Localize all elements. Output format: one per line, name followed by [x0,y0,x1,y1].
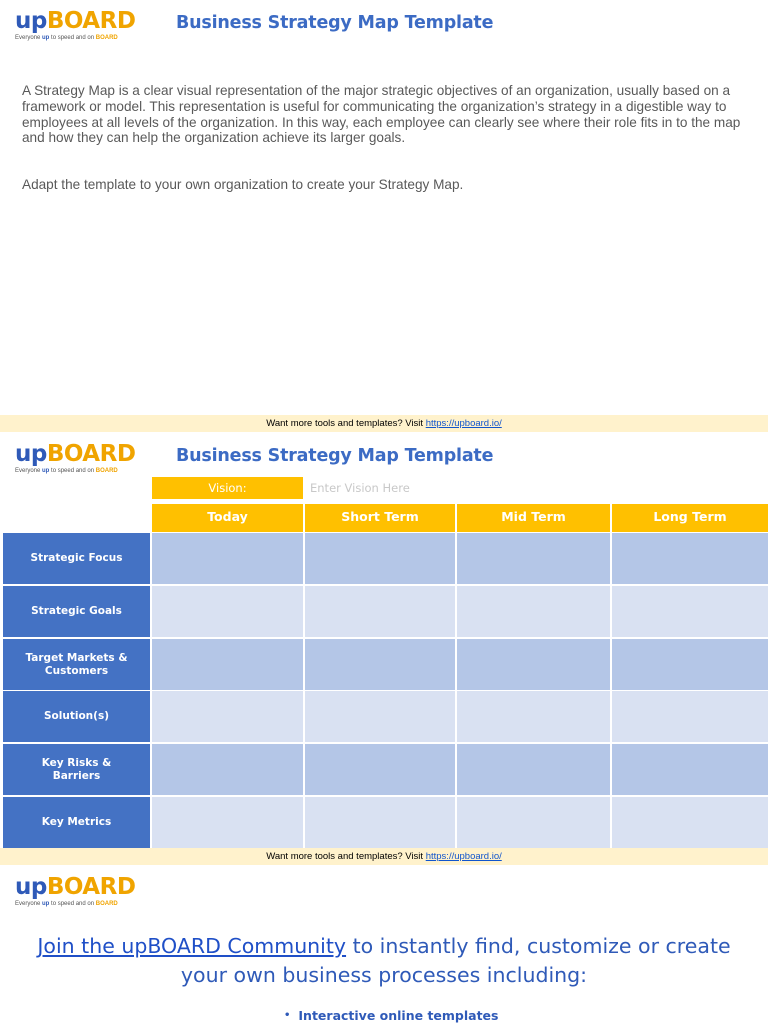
table-cell[interactable] [152,691,303,742]
table-cell[interactable] [152,586,303,637]
table-cell[interactable] [152,533,303,584]
page-title: Business Strategy Map Template [176,13,494,33]
upboard-logo [15,441,145,475]
table-cell[interactable] [152,639,303,690]
table-cell[interactable] [457,586,610,637]
row-header-strategic-goals: Strategic Goals [3,586,150,637]
table-cell[interactable] [612,691,768,742]
vision-label: Vision: [152,477,303,499]
table-cell[interactable] [305,533,455,584]
table-cell[interactable] [457,744,610,795]
intro-paragraph: A Strategy Map is a clear visual representation of the major strategic objectives of an organization, usually based on a framework or model. This representation is useful for communicating the organization’s strategy in a digestible way to employees at all levels of the organization. In this way, each employee can clearly see where their role fits in to the map and how they can help the organization achieve its larger goals. [22,83,741,146]
logo-wordmark: upBOARD [15,441,136,467]
row-header-solutions: Solution(s) [3,691,150,742]
table-cell[interactable] [305,691,455,742]
promo-text: Want more tools and templates? Visit [266,851,426,862]
table-cell[interactable] [457,533,610,584]
table-cell[interactable] [612,744,768,795]
logo-wordmark: upBOARD [15,874,136,900]
row-header-target-markets: Target Markets & Customers [3,639,150,690]
upboard-logo [15,8,145,42]
table-cell[interactable] [612,586,768,637]
table-cell[interactable] [305,586,455,637]
promo-banner [0,848,768,865]
template-title: Business Strategy Map Template [176,446,494,466]
row-header-key-metrics: Key Metrics [3,797,150,848]
logo-wordmark: upBOARD [15,8,136,34]
table-cell[interactable] [305,797,455,848]
table-cell[interactable] [457,639,610,690]
table-cell[interactable] [612,639,768,690]
logo-tagline: Everyone up to speed and on BOARD [15,901,118,907]
table-cell[interactable] [612,533,768,584]
logo-tagline: Everyone up to speed and on BOARD [15,35,118,41]
table-cell[interactable] [457,797,610,848]
table-cell[interactable] [152,744,303,795]
promo-text: Want more tools and templates? Visit [266,418,426,429]
column-header-short-term: Short Term [305,504,455,532]
promo-link[interactable]: https://upboard.io/ [425,418,502,429]
table-cell[interactable] [612,797,768,848]
column-header-long-term: Long Term [612,504,768,532]
promo-banner [0,415,768,432]
upboard-logo [15,874,145,908]
community-callout [20,932,748,990]
table-cell[interactable] [305,744,455,795]
row-header-key-risks: Key Risks & Barriers [3,744,150,795]
bullet-icon: • [284,1010,291,1021]
bullet-item-label: Interactive online templates [298,1008,499,1023]
instruction-text: Adapt the template to your own organization to create your Strategy Map. [22,177,464,192]
table-cell[interactable] [305,639,455,690]
column-header-today: Today [152,504,303,532]
vision-input[interactable]: Enter Vision Here [310,481,410,495]
row-header-strategic-focus: Strategic Focus [3,533,150,584]
logo-tagline: Everyone up to speed and on BOARD [15,468,118,474]
column-header-mid-term: Mid Term [457,504,610,532]
community-link[interactable]: Join the upBOARD Community [37,934,347,958]
table-cell[interactable] [152,797,303,848]
table-cell[interactable] [457,691,610,742]
community-text: to instantly find, customize or create your own business processes including: [180,934,731,987]
bullet-list-item [284,1008,498,1023]
promo-link[interactable]: https://upboard.io/ [425,851,502,862]
